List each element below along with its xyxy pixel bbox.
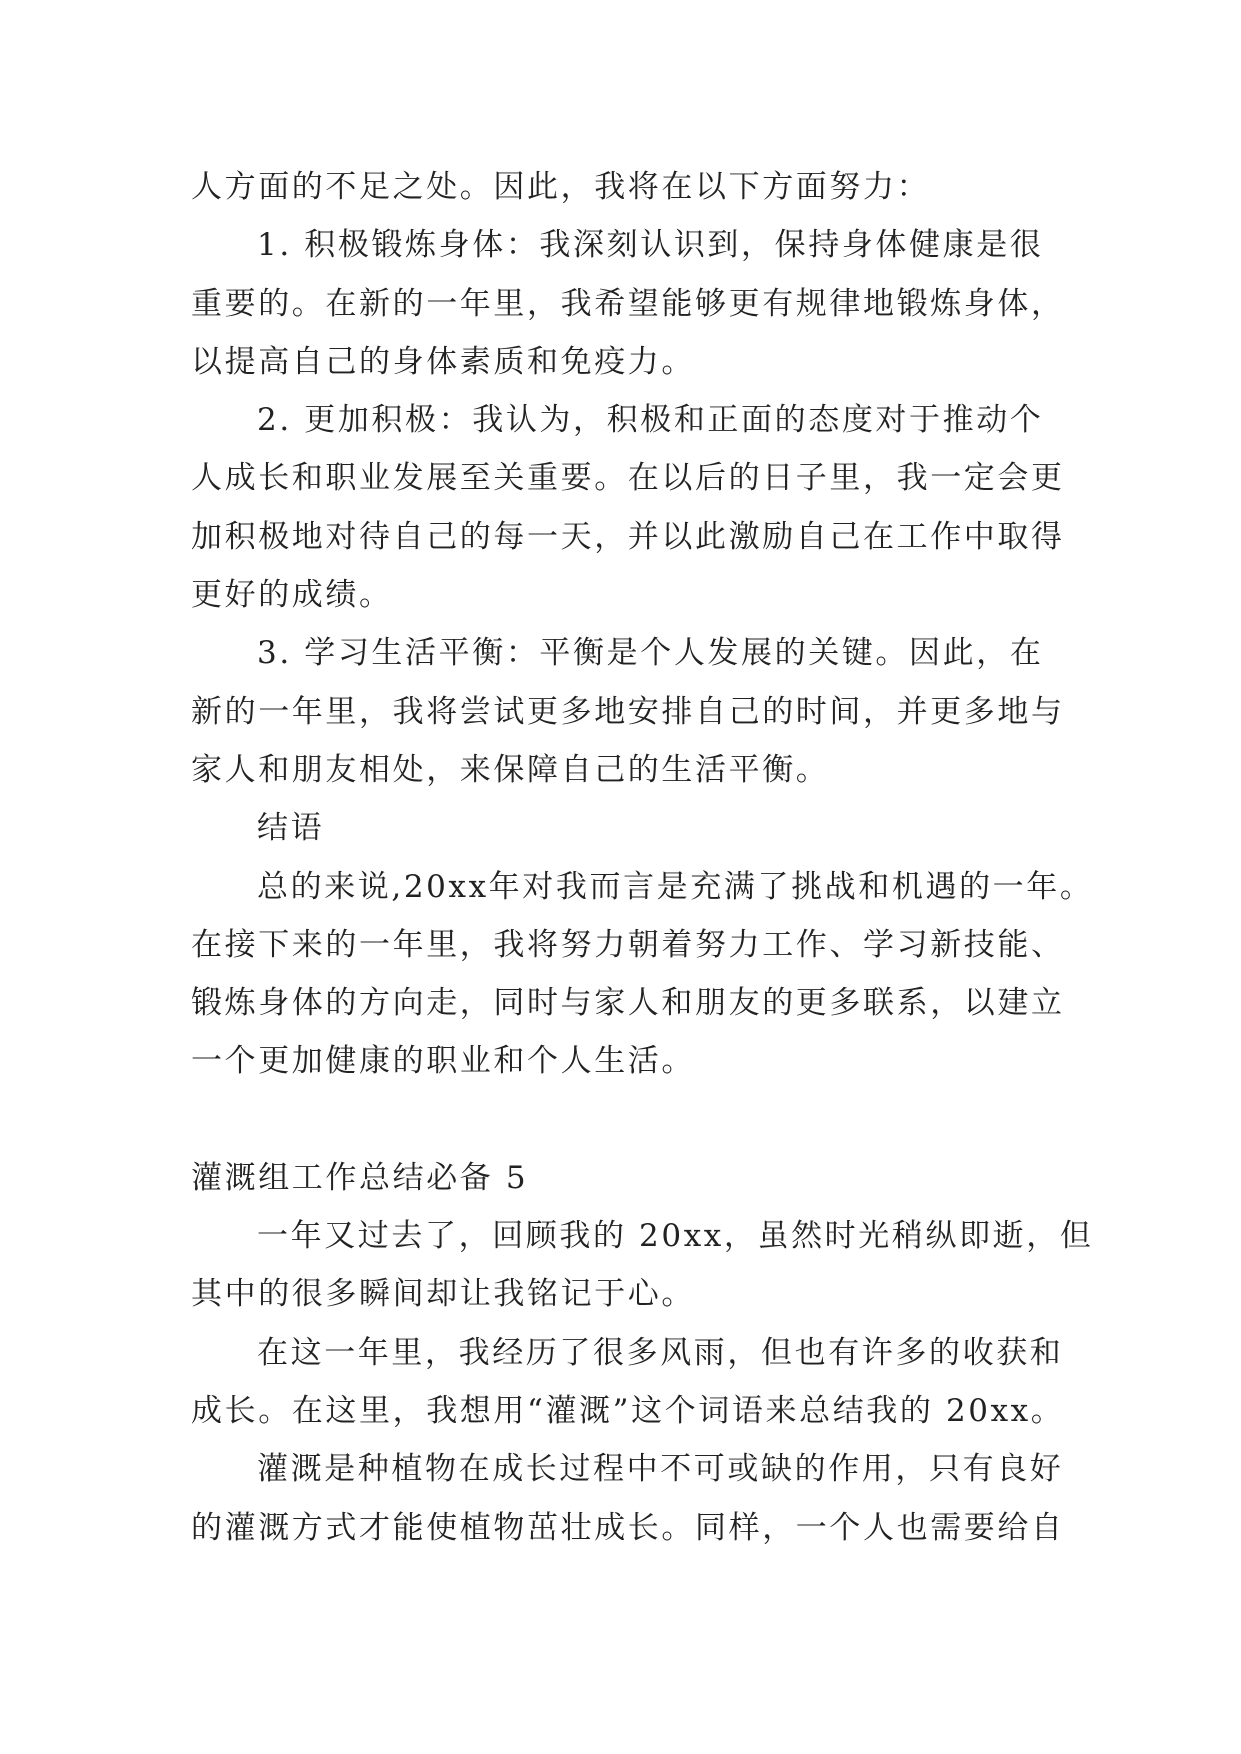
text-line: 新的一年里，我将尝试更多地安排自己的时间，并更多地与	[191, 693, 1065, 730]
text-line: 其中的很多瞬间却让我铭记于心。	[191, 1276, 695, 1313]
section-spacer	[191, 1091, 1051, 1149]
text-line: 人成长和职业发展至关重要。在以后的日子里，我一定会更	[191, 460, 1065, 497]
text-line: 在接下来的一年里，我将努力朝着努力工作、学习新技能、	[191, 926, 1065, 963]
text-line: 更好的成绩。	[191, 577, 393, 614]
text-line: 家人和朋友相处，来保障自己的生活平衡。	[191, 751, 830, 788]
text-line: 人方面的不足之处。因此，我将在以下方面努力：	[191, 169, 931, 205]
list-item-2: 2. 更加积极：我认为，积极和正面的态度对于推动个	[257, 402, 1044, 439]
document-body	[191, 158, 1094, 1557]
text-line: 一个更加健康的职业和个人生活。	[191, 1043, 695, 1080]
text-line: 以提高自己的身体素质和免疫力。	[191, 343, 695, 380]
text-line: 锻炼身体的方向走，同时与家人和朋友的更多联系，以建立	[191, 985, 1065, 1022]
text-line: 一年又过去了，回顾我的 20xx，虽然时光稍纵即逝，但	[257, 1218, 1094, 1255]
list-item-1: 1. 积极锻炼身体：我深刻认识到，保持身体健康是很	[257, 227, 1044, 264]
text-line: 灌溉是种植物在成长过程中不可或缺的作用，只有良好	[257, 1451, 1064, 1488]
text-line: 成长。在这里，我想用“灌溉”这个词语来总结我的 20xx。	[191, 1392, 1065, 1429]
text-line: 在这一年里，我经历了很多风雨，但也有许多的收获和	[257, 1334, 1064, 1371]
text-line: 重要的。在新的一年里，我希望能够更有规律地锻炼身体，	[191, 285, 1065, 322]
text-line: 总的来说,20xx年对我而言是充满了挑战和机遇的一年。	[257, 868, 1094, 905]
section-title: 灌溉组工作总结必备 5	[191, 1159, 529, 1196]
conclusion-heading: 结语	[257, 810, 325, 847]
list-item-3: 3. 学习生活平衡：平衡是个人发展的关键。因此，在	[257, 635, 1044, 672]
text-line: 的灌溉方式才能使植物茁壮成长。同样，一个人也需要给自	[191, 1509, 1065, 1546]
text-line: 加积极地对待自己的每一天，并以此激励自己在工作中取得	[191, 518, 1065, 555]
